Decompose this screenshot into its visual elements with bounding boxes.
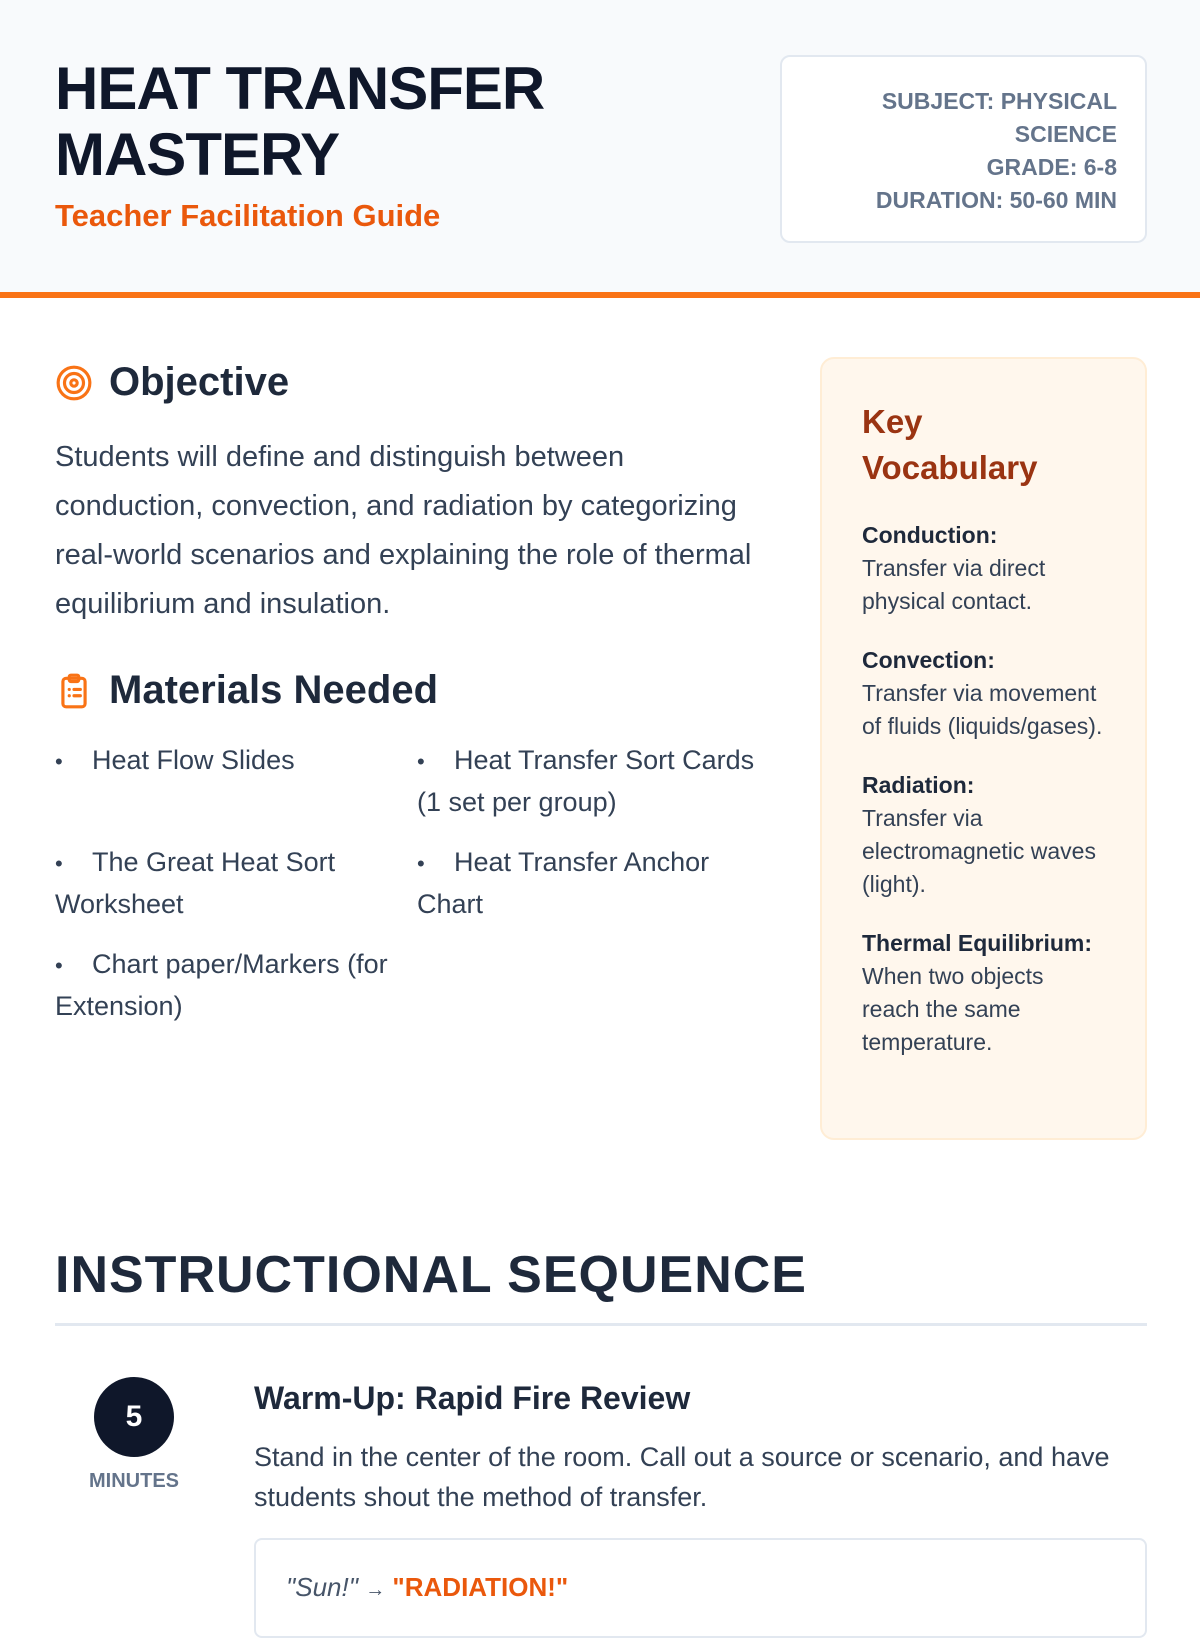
objective-text: Students will define and distinguish between conduction, convection, and radiation by categorizing real-world scenarios and explaining the role of thermal equilibrium and insulation. [55, 441, 752, 620]
example-box [254, 1538, 1147, 1638]
subject: SUBJECT: PHYSICAL SCIENCE [881, 88, 1117, 147]
term-definition: Transfer via direct physical contact. [862, 555, 1046, 614]
term-definition: When two objects reach the same temperature. [862, 963, 1044, 1055]
step-description: Stand in the center of the room. Call out a source or scenario, and have students shout the method of transfer. [254, 1442, 1110, 1512]
list-item: • Heat Flow Slides [55, 740, 417, 822]
vocab-term [862, 519, 1105, 618]
minutes-badge: 5 [94, 1377, 174, 1457]
title-line: MASTERY [55, 121, 340, 188]
arrow-icon: → [365, 1579, 386, 1601]
header [0, 0, 1200, 298]
clipboard-icon [55, 672, 93, 710]
materials-heading [55, 668, 438, 713]
example-answer: "RADIATION!" [392, 1572, 569, 1602]
list-item: • Heat Transfer Anchor Chart [417, 842, 767, 924]
vocab-term [862, 644, 1105, 743]
list-item: • Chart paper/Markers (for Extension) [55, 944, 417, 1026]
term-name: Thermal Equilibrium: [862, 930, 1093, 956]
example-prompt: "Sun!" [286, 1572, 358, 1602]
target-icon [55, 364, 93, 402]
term-definition: Transfer via movement of fluids (liquids/gases). [862, 680, 1103, 739]
materials-list [55, 740, 775, 1026]
sequence-heading: INSTRUCTIONAL SEQUENCE [55, 1245, 1147, 1326]
info-card [780, 55, 1147, 243]
term-definition: Transfer via electromagnetic waves (light). [862, 805, 1096, 897]
step-title: Warm-Up: Rapid Fire Review [254, 1380, 691, 1416]
term-name: Radiation: [862, 772, 975, 798]
duration: DURATION: 50-60 MIN [875, 187, 1117, 213]
vocab-term [862, 927, 1105, 1059]
term-name: Convection: [862, 647, 995, 673]
term-name: Conduction: [862, 522, 998, 548]
vocab-term [862, 769, 1105, 901]
vocabulary-card [820, 357, 1147, 1140]
vocabulary-heading: Key Vocabulary [862, 403, 1038, 486]
page-title [55, 56, 655, 188]
page-subtitle: Teacher Facilitation Guide [55, 198, 441, 233]
list-item: • Heat Transfer Sort Cards (1 set per group) [417, 740, 767, 822]
grade: GRADE: 6-8 [986, 154, 1117, 180]
list-item: • The Great Heat Sort Worksheet [55, 842, 417, 924]
minutes-label: MINUTES [89, 1470, 179, 1492]
objective-heading [55, 360, 289, 405]
heading-text: Materials Needed [109, 668, 439, 712]
heading-text: Objective [109, 360, 290, 404]
title-line: HEAT TRANSFER [55, 55, 545, 122]
